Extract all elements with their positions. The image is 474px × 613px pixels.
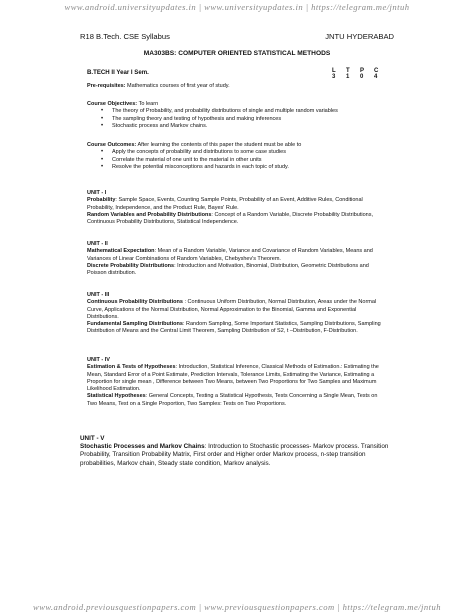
ltpc-value-t: 1 <box>346 74 350 80</box>
unit-paragraph <box>87 364 387 393</box>
topic-text: : Introduction to Stochastic processes- Markov process. Transition Probability, Transition Probability Matrix, First order and Higher order Markov process, n-step transition probabilities, Markov chain, Steady state condition, Markov analysis. <box>80 443 389 467</box>
ltpc-label-t: T <box>346 68 350 74</box>
course-outcomes <box>87 142 387 171</box>
ltpc-value-l: 3 <box>332 74 336 80</box>
topic-text: : Mean of a Random Variable, Variance and Covariance of Random Variables, Means and Variances of Linear Combinations of Random Variables, Chebyshev's Theorem. <box>87 248 373 262</box>
topic-label: Stochastic Processes and Markov Chains <box>80 443 205 451</box>
outcome-item: • Apply the concepts of probability and distributions to some case studies <box>87 149 387 156</box>
unit-heading: UNIT - I <box>87 190 107 196</box>
topic-text: : Concept of a Random Variable, Discrete Probability Distributions, Continuous Probability Distributions, Statistical Independence. <box>87 211 374 226</box>
prereq-text: Mathematics courses of first year of study. <box>125 83 230 89</box>
topic-text: : Random Sampling, Some Important Statistics, Sampling Distributions, Sampling Distribution of Means and the Central Limit Theorem, Sampling Distribution of S2, t –Distribution, F-Distribution. <box>87 321 381 335</box>
ltpc-label-p: P <box>360 68 365 74</box>
unit-paragraph <box>87 212 387 227</box>
topic-label: Mathematical Expectation <box>87 248 155 255</box>
unit-heading: UNIT - V <box>80 435 105 442</box>
ltpc-value-c: 4 <box>374 74 378 80</box>
unit-heading: UNIT - II <box>87 241 108 247</box>
unit-4 <box>87 357 387 408</box>
prerequisites <box>87 83 387 90</box>
unit-heading: UNIT - IV <box>87 357 110 363</box>
unit-paragraph <box>87 299 387 321</box>
objective-item: • The theory of Probability, and probability distributions of single and multiple random variables <box>87 108 387 115</box>
outcomes-label: Course Outcomes: <box>87 142 137 148</box>
ltpc-values <box>332 74 388 80</box>
unit-1 <box>87 190 387 226</box>
header-left: R18 B.Tech. CSE Syllabus <box>80 32 170 41</box>
ltpc-value-p: 0 <box>360 74 364 80</box>
course-objectives <box>87 101 387 130</box>
unit-paragraph <box>87 263 387 278</box>
unit-paragraph <box>87 248 387 263</box>
year-sem: B.TECH II Year I Sem. <box>87 69 149 76</box>
topic-label: Fundamental Sampling Distributions <box>87 321 183 328</box>
outcome-item: • Correlate the material of one unit to the material in other units <box>87 157 387 164</box>
unit-paragraph <box>87 321 387 336</box>
outcomes-intro: After learning the contents of this paper the student must be able to <box>136 142 302 148</box>
unit-paragraph <box>87 393 387 408</box>
prereq-label: Pre-requisites: <box>87 83 126 89</box>
unit-paragraph <box>80 443 395 468</box>
ltpc-table <box>332 68 388 80</box>
ltpc-label-c: C <box>374 68 379 74</box>
topic-text: : Introduction, Statistical Inference, Classical Methods of Estimation.: Estimating the Mean, Standard Error of a Point Estimate, Prediction Intervals, Tolerance Limits, Estimating the Variance, Estimating a Proportion for single mean , Difference between Two Means, between Two Proportions for Two Samples and Maximum Likelihood Estimation. <box>87 364 379 393</box>
topic-label: Estimation & Tests of Hypotheses <box>87 364 176 371</box>
unit-5 <box>80 435 395 468</box>
topic-label: Probability <box>87 197 116 204</box>
objective-item: • Stochastic process and Markov chains. <box>87 123 387 130</box>
topic-label: Random Variables and Probability Distributions <box>87 211 212 218</box>
topic-text: : General Concepts, Testing a Statistical Hypothesis, Tests Concerning a Single Mean, Tests on Two Means, Test on a Single Proportion, Two Samples: Tests on Two Proportions. <box>87 393 378 407</box>
topic-label: Statistical Hypotheses <box>87 393 146 400</box>
course-title: MA303BS: COMPUTER ORIENTED STATISTICAL METHODS <box>143 50 331 57</box>
objective-item: • The sampling theory and testing of hypothesis and making inferences <box>87 116 387 123</box>
topic-label: Discrete Probability Distributions <box>87 262 175 269</box>
ltpc-label-l: L <box>332 68 336 74</box>
header-right: JNTU HYDERABAD <box>325 32 394 41</box>
unit-3 <box>87 292 387 336</box>
unit-heading: UNIT - III <box>87 292 110 298</box>
watermark-top: www.android.universityupdates.in | www.universityupdates.in | https://telegram.me/jntuh <box>64 2 410 12</box>
topic-label: Continuous Probability Distributions <box>87 299 183 306</box>
objectives-intro: To learn <box>137 101 159 107</box>
outcome-item: • Resolve the potential misconceptions and hazards in each topic of study. <box>87 164 387 171</box>
watermark-bottom: www.android.previousquestionpapers.com | www.previousquestionpapers.com | https://telegram.me/jntuh <box>33 602 441 612</box>
topic-text: : Continuous Uniform Distribution, Normal Distribution, Areas under the Normal Curve, Applications of the Normal Distribution, Normal Approximation to the Binomial, Gamma and Exponential Distributions. <box>87 299 377 320</box>
unit-paragraph <box>87 197 387 212</box>
topic-text: : Sample Space, Events, Counting Sample Points, Probability of an Event, Additive Rules, Conditional Probability, Independence, and the Product Rule, Bayes' Rule. <box>87 197 363 211</box>
unit-2 <box>87 241 387 277</box>
objectives-label: Course Objectives: <box>87 101 138 107</box>
topic-text: : Introduction and Motivation, Binomial, Distribution, Geometric Distributions and Poisson distribution. <box>87 262 369 277</box>
